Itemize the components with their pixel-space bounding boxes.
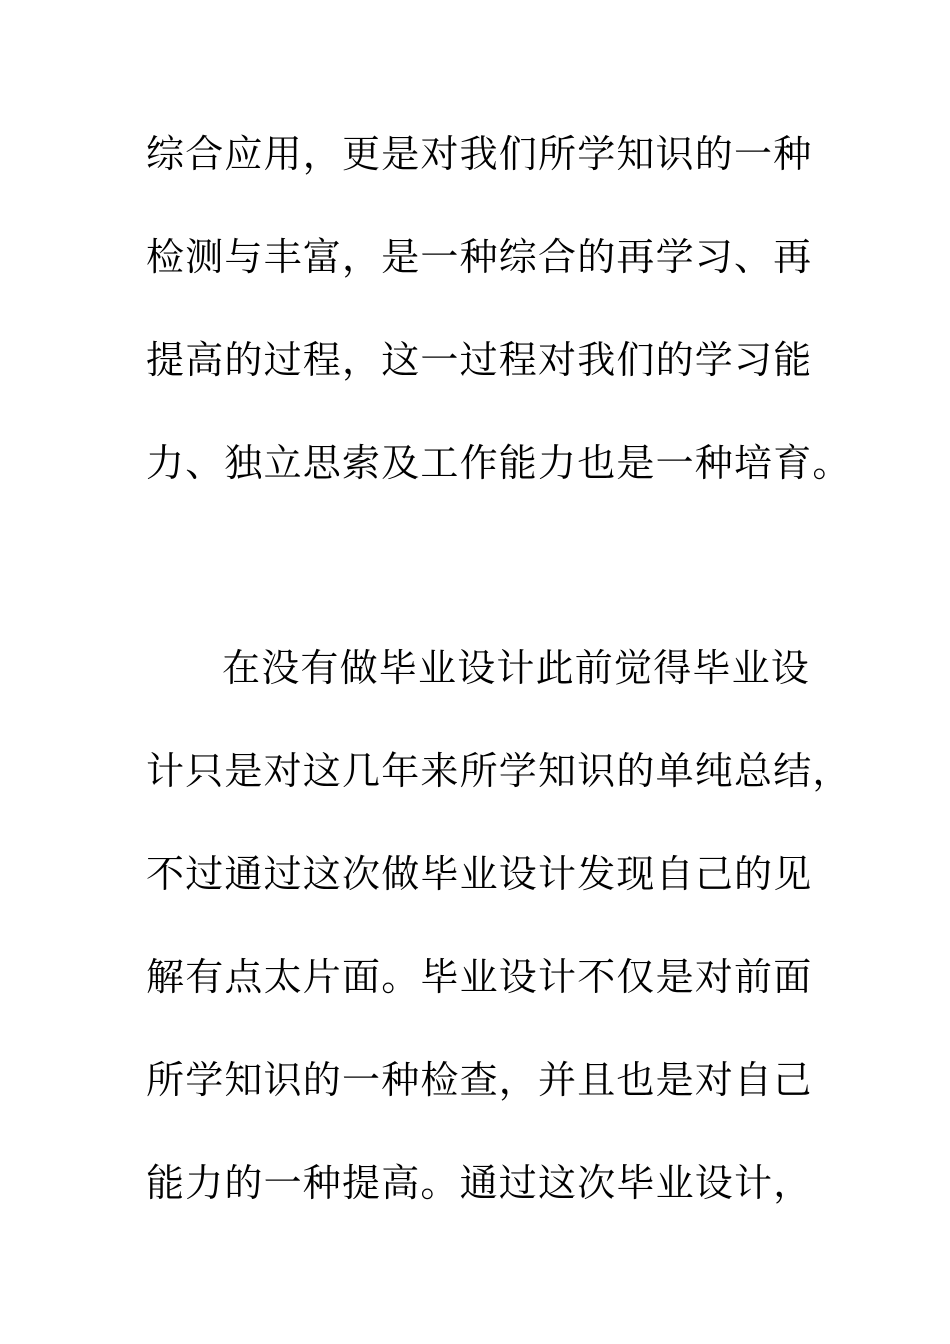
paragraph-line: 力、独立思索及工作能力也是一种培育。 bbox=[146, 441, 852, 485]
paragraph-line: 所学知识的一种检查，并且也是对自己 bbox=[146, 1058, 813, 1102]
paragraph-line: 能力的一种提高。通过这次毕业设计， bbox=[146, 1161, 813, 1205]
paragraph-line: 提高的过程，这一过程对我们的学习能 bbox=[146, 338, 813, 382]
paragraph-line: 综合应用，更是对我们所学知识的一种 bbox=[146, 132, 813, 176]
paragraph-line: 检测与丰富，是一种综合的再学习、再 bbox=[146, 235, 813, 279]
paragraph-line: 解有点太片面。毕业设计不仅是对前面 bbox=[146, 955, 813, 999]
paragraph-line: 不过通过这次做毕业设计发现自己的见 bbox=[146, 852, 813, 896]
paragraph-line: 在没有做毕业设计此前觉得毕业设 bbox=[222, 646, 811, 690]
paragraph-line: 计只是对这几年来所学知识的单纯总结， bbox=[146, 749, 852, 793]
